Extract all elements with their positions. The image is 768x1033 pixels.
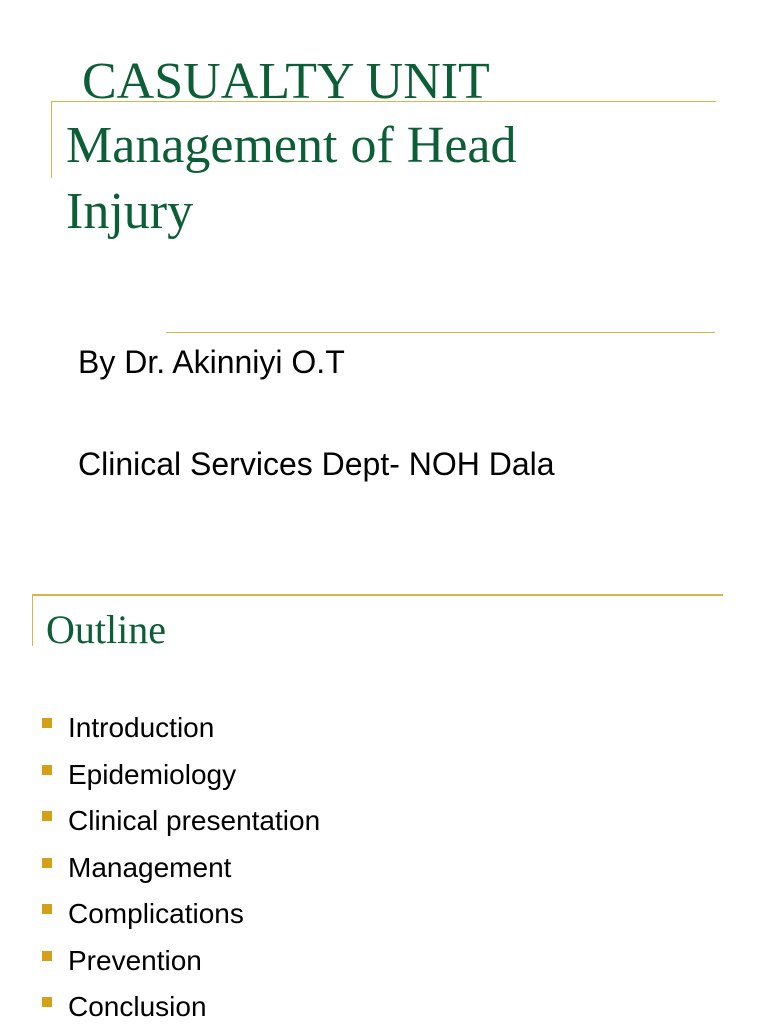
square-bullet-icon [42, 718, 52, 728]
square-bullet-icon [42, 765, 52, 775]
outline-accent-vertical-line [32, 594, 33, 646]
title-accent-vertical-line [51, 101, 52, 178]
department-text: Clinical Services Dept- NOH Dala [78, 446, 555, 482]
slide-title-line-1: CASUALTY UNIT [82, 53, 490, 110]
square-bullet-icon [42, 951, 52, 961]
slide-title-line-2: Management of Head [66, 117, 517, 174]
square-bullet-icon [42, 904, 52, 914]
list-item-label: Management [68, 851, 232, 883]
list-item-label: Conclusion [68, 991, 207, 1022]
list-item-label: Clinical presentation [68, 805, 321, 836]
list-item-label: Complications [68, 898, 244, 929]
square-bullet-icon [42, 858, 52, 868]
square-bullet-icon [42, 811, 52, 821]
outline-title: Outline [46, 607, 166, 652]
author-text: By Dr. Akinniyi O.T [78, 344, 345, 380]
list-item-label: Epidemiology [68, 758, 237, 790]
subtitle-accent-line [166, 332, 715, 333]
slide-title-line-3: Injury [66, 183, 194, 240]
outline-slide [0, 576, 768, 1024]
square-bullet-icon [42, 997, 52, 1007]
list-item-label: Prevention [68, 944, 202, 976]
outline-accent-line [32, 594, 723, 596]
list-item-label: Introduction [68, 712, 215, 743]
